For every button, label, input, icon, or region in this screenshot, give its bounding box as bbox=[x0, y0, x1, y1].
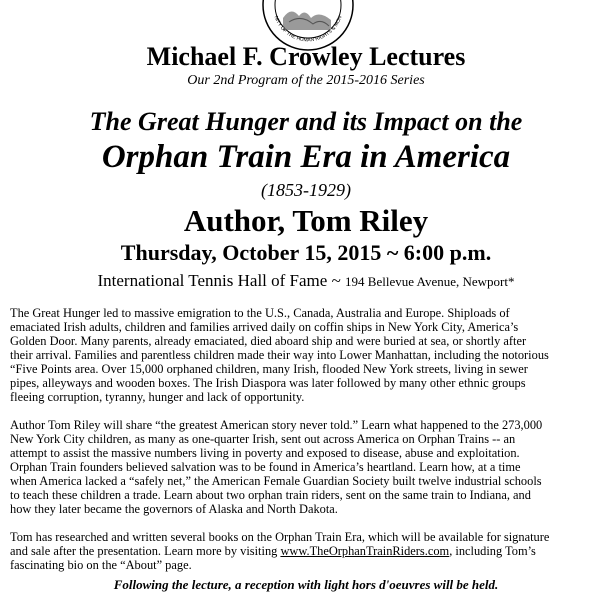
paragraph-line: “Five Points area. Over 15,000 orphaned children, many Irish, flooded New York streets, living in sewer bbox=[10, 362, 528, 376]
paragraph-line: Tom has researched and written several books on the Orphan Train Era, which will be available for signature bbox=[10, 530, 550, 544]
event-author: Author, Tom Riley bbox=[183, 203, 429, 238]
paragraph-line: Author Tom Riley will share “the greatest American story never told.” Learn what happened to the 273,000 bbox=[10, 418, 543, 432]
event-title-line1: The Great Hunger and its Impact on the bbox=[89, 107, 523, 136]
paragraph-line bbox=[10, 544, 602, 558]
paragraph-great-hunger bbox=[10, 306, 602, 404]
paragraph-line: when America lacked a “safely net,” the American Female Guardian Society built twelve industrial schools bbox=[10, 474, 542, 488]
paragraph-text: , including Tom’s bbox=[449, 544, 536, 558]
event-years: (1853-1929) bbox=[261, 180, 351, 200]
paragraph-line: fleeing corruption, tyranny, hunger and lack of opportunity. bbox=[10, 390, 305, 404]
paragraph-line: The Great Hunger led to massive emigration to the U.S., Canada, Australia and Europe. Shiploads of bbox=[10, 306, 510, 320]
venue-address: 194 Bellevue Avenue, Newport* bbox=[345, 274, 515, 289]
series-title: Michael F. Crowley Lectures bbox=[146, 42, 466, 71]
reception-note: Following the lecture, a reception with light hors d'oeuvres will be held. bbox=[113, 577, 499, 592]
paragraph-author-share bbox=[10, 418, 602, 516]
event-date: Thursday, October 15, 2015 ~ 6:00 p.m. bbox=[120, 240, 492, 265]
seal-text: NITY OF THE HUMAN RIGHTS & MON bbox=[272, 15, 344, 44]
paragraph-line: Golden Door. Many parents, already emaciated, died aboard ship and were buried at sea, or shortly after bbox=[10, 334, 527, 348]
paragraph-line: attempt to assist the massive numbers living in poverty and exposed to disease, abuse and exploitation. bbox=[10, 446, 520, 460]
paragraph-text: and sale after the presentation. Learn more by visiting bbox=[10, 544, 281, 558]
paragraph-line: Orphan Train founders believed salvation was to be found in America’s heartland. Learn how, at a time bbox=[10, 460, 521, 474]
paragraph-line: New York City children, as many as one-quarter Irish, sent out across America on Orphan Trains -- an bbox=[10, 432, 516, 446]
event-title-line2: Orphan Train Era in America bbox=[101, 139, 511, 175]
venue-name: International Tennis Hall of Fame ~ bbox=[97, 271, 341, 290]
paragraph-line: pipes, alleyways and wooden boxes. The Irish Diaspora was later followed by many other ethnic groups bbox=[10, 376, 526, 390]
paragraph-line: to teach these children a trade. Learn about two orphan train riders, sent on the same train to Indiana, and bbox=[10, 488, 531, 502]
event-venue bbox=[0, 271, 612, 291]
paragraph-line: fascinating bio on the “About” page. bbox=[10, 558, 192, 572]
paragraph-line: emaciated Irish adults, children and families arrived daily on coffin ships in New York City, America’s bbox=[10, 320, 519, 334]
paragraph-line: their arrival. Families and parentless children made their way into Lower Manhattan, including the notorious bbox=[10, 348, 549, 362]
paragraph-books bbox=[10, 530, 602, 572]
series-subtitle: Our 2nd Program of the 2015-2016 Series bbox=[187, 73, 425, 88]
website-link[interactable]: www.TheOrphanTrainRiders.com bbox=[280, 544, 450, 558]
paragraph-line: how they later became the governors of Alaska and North Dakota. bbox=[10, 502, 338, 516]
